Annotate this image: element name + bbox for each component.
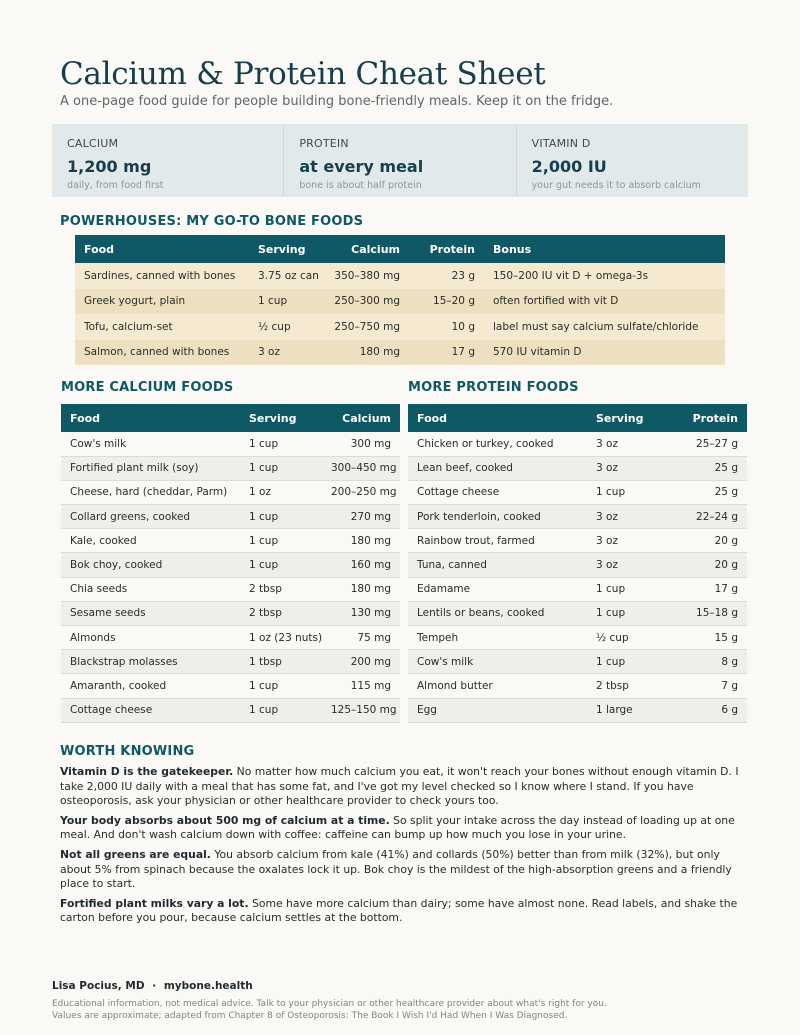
stat-protein: [284, 124, 516, 197]
page-title: Calcium & Protein Cheat Sheet: [60, 56, 546, 92]
table-cell: 250–300 mg: [334, 295, 400, 308]
table-cell: 1 large: [587, 698, 669, 722]
table-cell: 25–27 g: [669, 432, 747, 456]
table-cell: 300–450 mg: [322, 456, 400, 480]
table-header-row: [408, 404, 747, 432]
table-row: [61, 577, 400, 601]
stat-label: PROTEIN: [299, 137, 349, 150]
column-header: Calcium: [322, 404, 400, 432]
table-row: [408, 698, 747, 722]
tip-paragraph: [60, 848, 745, 892]
table-row: [408, 456, 747, 480]
table-cell: Sesame seeds: [61, 601, 240, 625]
tip-lead: Your body absorbs about 500 mg of calcium at a time.: [60, 813, 390, 827]
table-cell: 22–24 g: [669, 505, 747, 529]
column-header: Bonus: [484, 235, 725, 263]
table-cell: Kale, cooked: [61, 529, 240, 553]
table-cell: Salmon, canned with bones: [84, 346, 230, 359]
table-cell: 8 g: [669, 650, 747, 674]
protein-foods-table: [408, 404, 747, 723]
table-row: [408, 674, 747, 698]
tip-lead: Fortified plant milks vary a lot.: [60, 896, 249, 910]
table-row: [61, 553, 400, 577]
stat-note: your gut needs it to absorb calcium: [531, 180, 701, 191]
table-cell: Cheese, hard (cheddar, Parm): [61, 480, 240, 504]
table-row: [61, 432, 400, 456]
table-cell: Collard greens, cooked: [61, 505, 240, 529]
table-cell: 6 g: [669, 698, 747, 722]
table-row: [408, 553, 747, 577]
table-cell: 3.75 oz can: [258, 269, 319, 282]
column-header: Food: [408, 404, 587, 432]
table-cell: 180 mg: [359, 346, 400, 359]
separator-dot: ·: [152, 980, 157, 992]
table-cell: 1 cup: [240, 553, 322, 577]
table-cell: Sardines, canned with bones: [84, 269, 236, 282]
table-cell: 1 oz: [240, 480, 322, 504]
table-cell: 17 g: [669, 577, 747, 601]
worth-knowing-heading: WORTH KNOWING: [60, 744, 195, 759]
table-row: [408, 529, 747, 553]
table-cell: 180 mg: [322, 529, 400, 553]
powerhouses-heading: POWERHOUSES: MY GO-TO BONE FOODS: [60, 214, 364, 229]
table-row: [61, 601, 400, 625]
table-cell: 20 g: [669, 529, 747, 553]
table-cell: 1 oz (23 nuts): [240, 626, 322, 650]
table-cell: 1 cup: [258, 295, 288, 308]
table-cell: Lean beef, cooked: [408, 456, 587, 480]
stat-value: 1,200 mg: [67, 157, 152, 176]
table-row: [61, 698, 400, 722]
column-header: Protein: [409, 235, 484, 263]
website-link[interactable]: mybone.health: [163, 980, 253, 992]
table-cell: Egg: [408, 698, 587, 722]
table-row: [75, 314, 725, 340]
table-row: [408, 505, 747, 529]
column-header: Serving: [240, 404, 322, 432]
table-cell: 270 mg: [322, 505, 400, 529]
table-cell: often fortified with vit D: [493, 295, 619, 308]
table-row: [61, 480, 400, 504]
table-header-row: [75, 235, 725, 263]
column-header: Serving: [587, 404, 669, 432]
table-cell: 23 g: [451, 269, 475, 282]
powerhouses-table: [75, 235, 725, 365]
table-cell: 7 g: [669, 674, 747, 698]
table-row: [75, 289, 725, 315]
calcium-foods-table: [61, 404, 400, 723]
table-cell: 125–150 mg: [322, 698, 400, 722]
author-name: Lisa Pocius, MD: [52, 980, 145, 992]
tip-lead: Not all greens are equal.: [60, 847, 211, 861]
table-row: [61, 456, 400, 480]
table-cell: Cow's milk: [61, 432, 240, 456]
stat-note: daily, from food first: [67, 180, 164, 191]
table-row: [75, 340, 725, 366]
table-row: [408, 480, 747, 504]
column-header: Calcium: [323, 235, 409, 263]
disclaimer-line: Values are approximate; adapted from Chapter 8 of Osteoporosis: The Book I Wish I'd Had When I Was Diagnosed.: [52, 1011, 568, 1021]
table-cell: ½ cup: [587, 626, 669, 650]
stat-vitamin-d: [517, 124, 748, 197]
table-cell: 3 oz: [587, 505, 669, 529]
stat-calcium: [52, 124, 284, 197]
protein-foods-heading: MORE PROTEIN FOODS: [408, 380, 579, 395]
table-cell: 160 mg: [322, 553, 400, 577]
table-cell: 1 cup: [240, 529, 322, 553]
table-cell: Almonds: [61, 626, 240, 650]
table-cell: 1 cup: [240, 432, 322, 456]
stat-label: VITAMIN D: [531, 137, 591, 150]
tip-paragraph: [60, 897, 745, 926]
table-cell: Rainbow trout, farmed: [408, 529, 587, 553]
table-cell: Cottage cheese: [61, 698, 240, 722]
table-cell: 570 IU vitamin D: [493, 346, 582, 359]
table-cell: Cow's milk: [408, 650, 587, 674]
worth-knowing-section: [60, 765, 745, 931]
table-cell: 200–250 mg: [322, 480, 400, 504]
stat-value: at every meal: [299, 157, 424, 176]
table-cell: 25 g: [669, 456, 747, 480]
disclaimer: [52, 998, 607, 1022]
table-cell: 2 tbsp: [240, 577, 322, 601]
table-row: [408, 626, 747, 650]
column-header: Serving: [249, 235, 323, 263]
table-cell: 75 mg: [322, 626, 400, 650]
table-row: [61, 674, 400, 698]
table-cell: 1 cup: [587, 577, 669, 601]
stat-label: CALCIUM: [67, 137, 119, 150]
table-cell: 130 mg: [322, 601, 400, 625]
table-row: [408, 601, 747, 625]
column-header: Food: [61, 404, 240, 432]
table-cell: Chia seeds: [61, 577, 240, 601]
table-cell: 115 mg: [322, 674, 400, 698]
table-row: [408, 432, 747, 456]
table-cell: 350–380 mg: [334, 269, 400, 282]
table-cell: Cottage cheese: [408, 480, 587, 504]
table-row: [61, 626, 400, 650]
table-cell: label must say calcium sulfate/chloride: [493, 320, 699, 333]
column-header: Food: [75, 235, 249, 263]
table-cell: 25 g: [669, 480, 747, 504]
table-cell: Edamame: [408, 577, 587, 601]
table-row: [75, 263, 725, 289]
table-cell: 20 g: [669, 553, 747, 577]
table-cell: Pork tenderloin, cooked: [408, 505, 587, 529]
table-cell: Tofu, calcium-set: [84, 320, 173, 333]
table-cell: 1 cup: [240, 674, 322, 698]
table-row: [61, 505, 400, 529]
table-cell: 1 cup: [587, 601, 669, 625]
table-cell: 1 cup: [587, 650, 669, 674]
table-cell: Tuna, canned: [408, 553, 587, 577]
table-cell: 15 g: [669, 626, 747, 650]
table-cell: 180 mg: [322, 577, 400, 601]
stat-value: 2,000 IU: [531, 157, 607, 176]
stats-bar: [52, 124, 748, 197]
tip-paragraph: [60, 765, 745, 809]
table-cell: Bok choy, cooked: [61, 553, 240, 577]
table-header-row: [61, 404, 400, 432]
table-cell: 1 cup: [240, 698, 322, 722]
table-cell: 3 oz: [587, 432, 669, 456]
table-cell: 1 cup: [240, 456, 322, 480]
table-cell: Lentils or beans, cooked: [408, 601, 587, 625]
table-cell: Fortified plant milk (soy): [61, 456, 240, 480]
table-cell: 3 oz: [258, 346, 280, 359]
table-cell: Tempeh: [408, 626, 587, 650]
table-cell: Chicken or turkey, cooked: [408, 432, 587, 456]
table-cell: Greek yogurt, plain: [84, 295, 186, 308]
table-cell: 1 cup: [587, 480, 669, 504]
page-subtitle: A one-page food guide for people building bone-friendly meals. Keep it on the fridge.: [60, 94, 614, 109]
tip-paragraph: [60, 814, 745, 843]
table-cell: 3 oz: [587, 553, 669, 577]
table-cell: 250–750 mg: [334, 320, 400, 333]
tip-lead: Vitamin D is the gatekeeper.: [60, 765, 234, 778]
author-line: [52, 980, 253, 992]
disclaimer-line: Educational information, not medical advice. Talk to your physician or other healthcare provider about what's right for you.: [52, 999, 607, 1009]
table-cell: 2 tbsp: [587, 674, 669, 698]
tip-text: You absorb calcium from kale (41%) and collards (50%) better than from milk (32%), but only about 5% from spinach because the oxalates lock it up. Bok choy is the mildest of the high-absorption greens and a friendly place to start.: [60, 847, 732, 891]
table-cell: 300 mg: [322, 432, 400, 456]
table-cell: 150–200 IU vit D + omega-3s: [493, 269, 649, 282]
table-cell: 15–20 g: [433, 295, 475, 308]
table-cell: 3 oz: [587, 456, 669, 480]
table-cell: Almond butter: [408, 674, 587, 698]
table-cell: 1 tbsp: [240, 650, 322, 674]
tip-text: So split your intake across the day instead of loading up at one meal. And don't wash calcium down with coffee: caffeine can bump up how much you lose in your urine.: [60, 813, 735, 842]
table-cell: 10 g: [451, 320, 475, 333]
table-row: [408, 650, 747, 674]
table-row: [408, 577, 747, 601]
table-cell: 200 mg: [322, 650, 400, 674]
table-row: [61, 650, 400, 674]
table-cell: 1 cup: [240, 505, 322, 529]
table-cell: 17 g: [451, 346, 475, 359]
table-row: [61, 529, 400, 553]
column-header: Protein: [669, 404, 747, 432]
table-cell: 2 tbsp: [240, 601, 322, 625]
calcium-foods-heading: MORE CALCIUM FOODS: [61, 380, 234, 395]
table-cell: Amaranth, cooked: [61, 674, 240, 698]
table-cell: ½ cup: [258, 320, 291, 333]
table-cell: Blackstrap molasses: [61, 650, 240, 674]
tip-text: Some have more calcium than dairy; some have almost none. Read labels, and shake the carton before you pour, because calcium settles at the bottom.: [60, 896, 738, 925]
table-cell: 15–18 g: [669, 601, 747, 625]
table-cell: 3 oz: [587, 529, 669, 553]
tip-text: No matter how much calcium you eat, it won't reach your bones without enough vitamin D. I take 2,000 IU daily with a meal that has some fat, and I've got my level checked so I know where I stand. If you have osteoporosis, ask your physician or other healthcare provider to check yours too.: [60, 765, 739, 808]
stat-note: bone is about half protein: [299, 180, 422, 191]
